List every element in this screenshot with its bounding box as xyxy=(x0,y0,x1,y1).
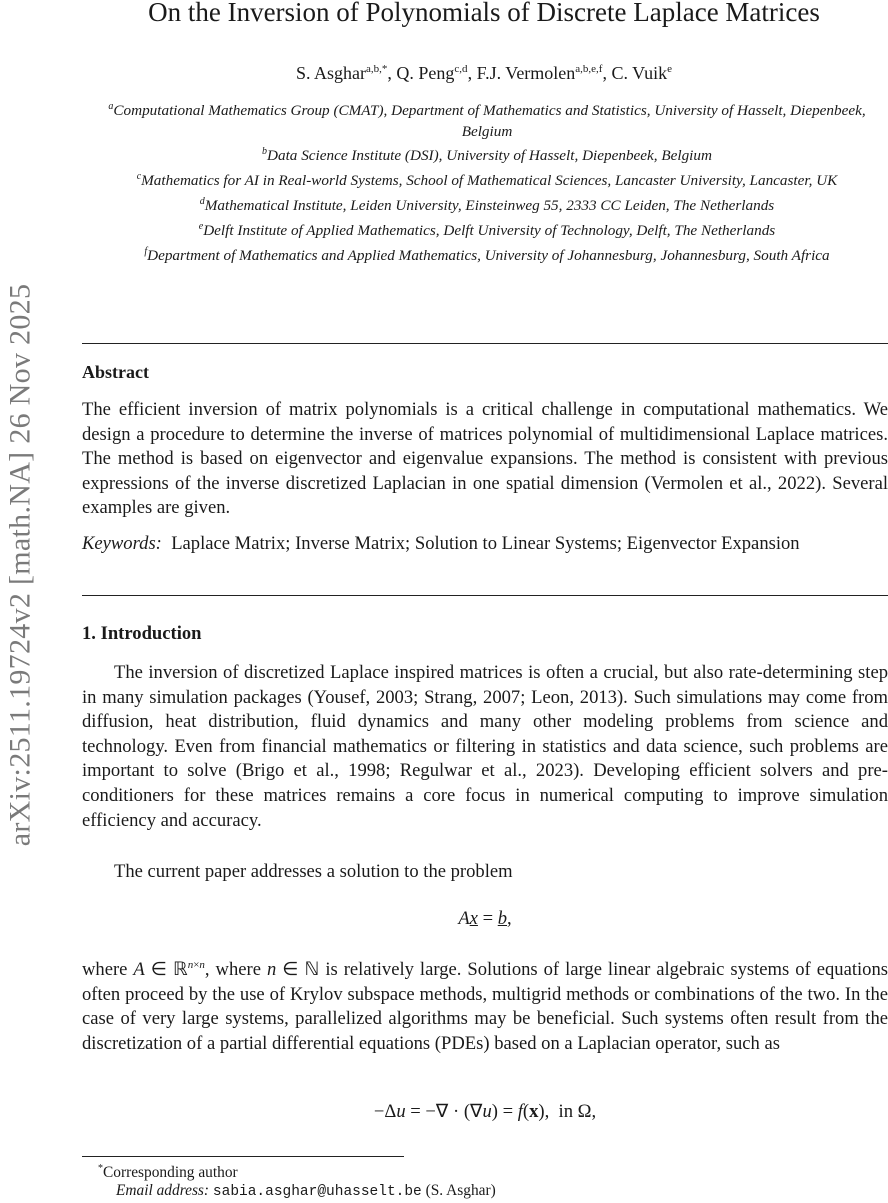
abstract-heading: Abstract xyxy=(82,362,149,382)
intro-paragraph-3: where A ∈ ℝ$^{n\times n}$, where n ∈ ℕ is relatively large. Solutions of large linear algebraic systems of equations often proceed by the use of Krylov subspace methods, multigrid methods or combinations of the two. In the case of very large systems, parallelized algorithms may be beneficial. Such systems often result from the discretization of a partial differential equations (PDEs) based on a Laplacian operator, such as xyxy=(82,959,888,1054)
affiliation: $^d$Mathematical Institute, Leiden University, Einsteinweg 55, 2333 CC Leiden, The Netherlands xyxy=(199,196,775,215)
footnote-corresponding: *Corresponding author xyxy=(98,1163,238,1182)
author: C. Vuik$^e$ xyxy=(611,63,672,83)
arxiv-identifier[interactable]: arXiv:2511.19724v2 [math.NA] 26 Nov 2025 xyxy=(3,283,36,847)
author-list: S. Asghar$^{a,b,*}$, Q. Peng$^{c,d}$, F.J. Vermolen$^{a,b,e,f}$, C. Vuik$^e$ xyxy=(296,63,672,83)
keywords xyxy=(82,532,888,557)
affiliation-list xyxy=(86,97,888,266)
equation-linear-system: Ax = b, xyxy=(458,908,512,929)
affiliation: $^a$Computational Mathematics Group (CMAT), Department of Mathematics and Statistics, University of Hasselt, Diepenbeek, Belgium xyxy=(108,101,866,140)
keywords-label: Keywords: xyxy=(82,533,162,554)
intro-paragraph-1: The inversion of discretized Laplace inspired matrices is often a crucial, but also rate-determining step in many simulation packages (Yousef, 2003; Strang, 2007; Leon, 2013). Such simulations may come from diffusion, heat distribution, fluid dynamics and many other modeling problems from science and technology. Even from financial mathematics or filtering in statistics and data science, such problems are important to solve (Brigo et al., 1998; Regulwar et al., 2023). Developing efficient solvers and pre-conditioners for these matrices remains a core focus in numerical computing to improve simulation efficiency and accuracy. xyxy=(82,662,888,831)
abstract-top-rule xyxy=(82,343,888,344)
intro-paragraph-2: The current paper addresses a solution to the problem xyxy=(114,861,513,882)
affiliation: $^c$Mathematics for AI in Real-world Systems, School of Mathematical Sciences, Lancaster University, Lancaster, UK xyxy=(136,171,838,190)
arxiv-stamp xyxy=(0,240,40,890)
email-link[interactable]: sabia.asghar@uhasselt.be xyxy=(212,1184,422,1200)
abstract-bottom-rule xyxy=(82,595,888,596)
section-heading-introduction: 1. Introduction xyxy=(82,623,202,644)
equation-poisson: −Δu = −∇ · (∇u) = f(x), in Ω, xyxy=(373,1101,597,1122)
email-label: Email address: xyxy=(116,1182,210,1199)
author: S. Asghar$^{a,b,*}$ xyxy=(296,63,388,83)
author: Q. Peng$^{c,d}$ xyxy=(396,63,468,83)
footnote-rule xyxy=(82,1156,404,1157)
email-suffix: (S. Asghar) xyxy=(425,1182,496,1199)
abstract-text: The efficient inversion of matrix polynomials is a critical challenge in computational mathematics. We design a procedure to determine the inverse of matrices polynomial of multidimensional Laplace matrices. The method is based on eigenvector and eigenvalue expansions. The method is consistent with previous expressions of the inverse discretized Laplacian in one spatial dimension (Vermolen et al., 2022). Several examples are given. xyxy=(82,399,888,519)
keywords-text: Laplace Matrix; Inverse Matrix; Solution to Linear Systems; Eigenvector Expansion xyxy=(171,533,800,554)
author: F.J. Vermolen$^{a,b,e,f}$ xyxy=(476,63,603,83)
affiliation: $^f$Department of Mathematics and Applied Mathematics, University of Johannesburg, Johannesburg, South Africa xyxy=(144,245,830,264)
paper-title: On the Inversion of Polynomials of Discrete Laplace Matrices xyxy=(148,0,820,27)
affiliation: $^b$Data Science Institute (DSI), University of Hasselt, Diepenbeek, Belgium xyxy=(262,146,712,165)
affiliation: $^e$Delft Institute of Applied Mathematics, Delft University of Technology, Delft, The Netherlands xyxy=(198,220,776,239)
